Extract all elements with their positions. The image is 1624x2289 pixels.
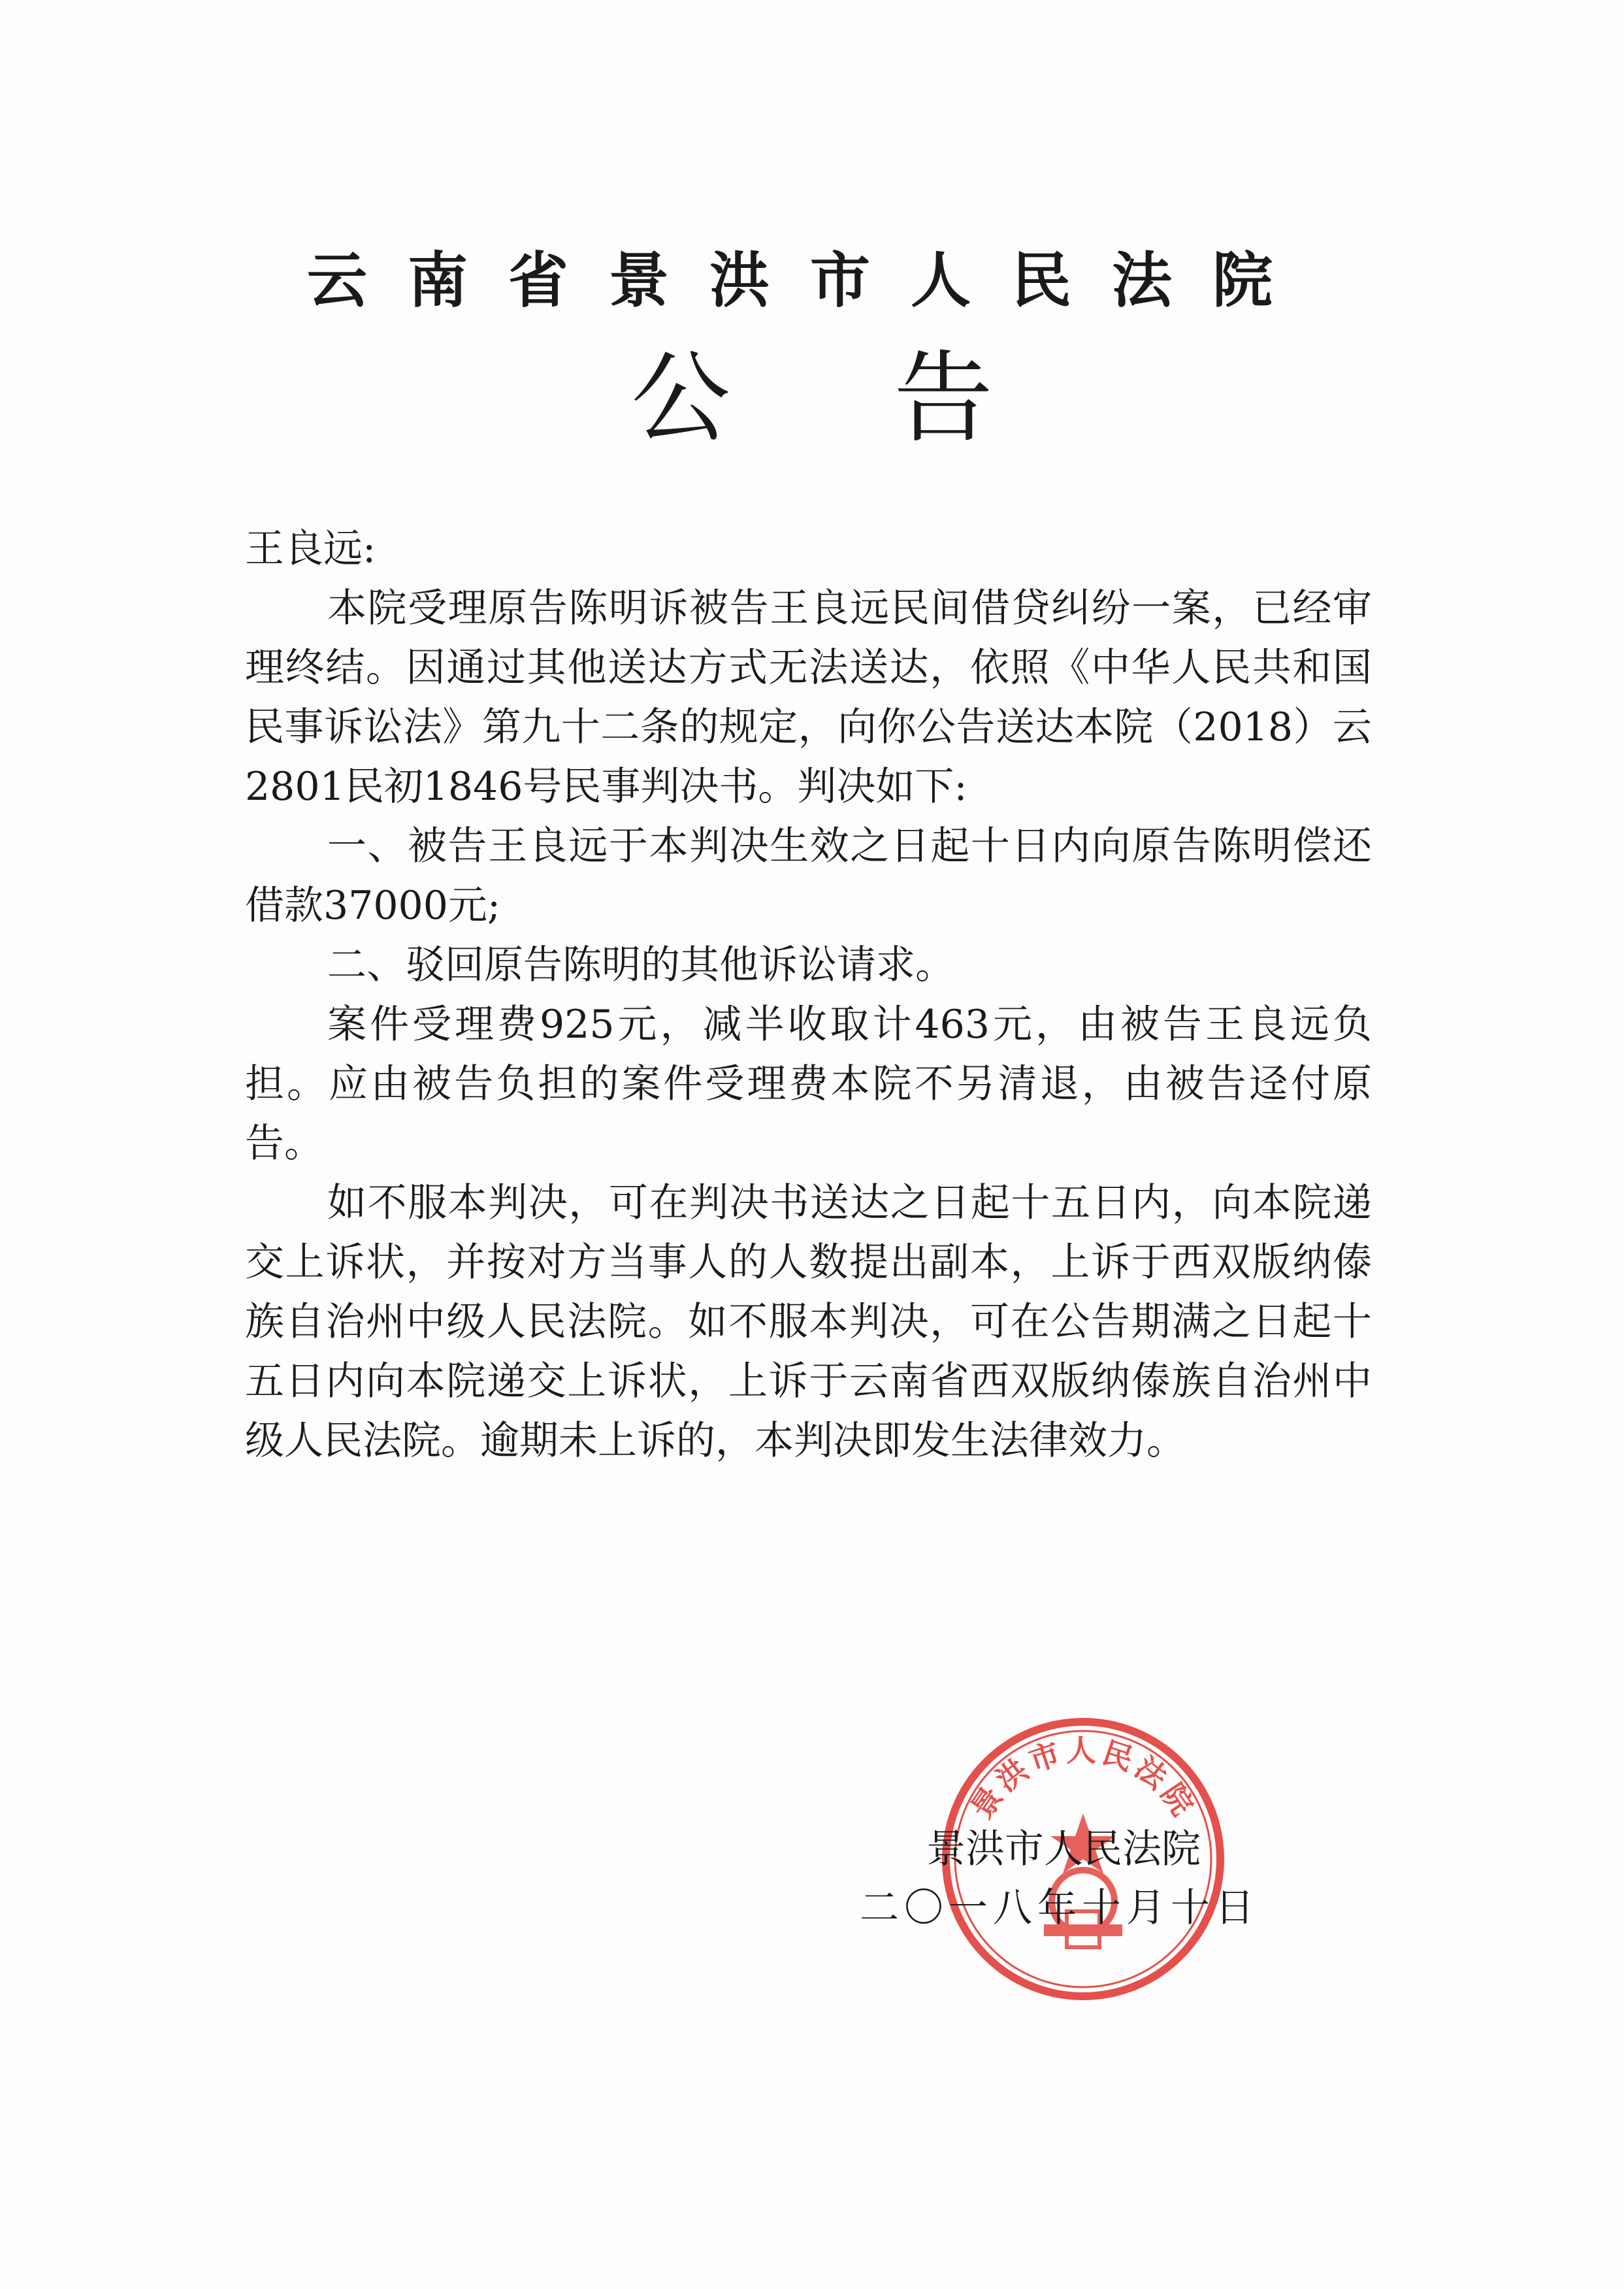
paragraph-appeal-notice: 如不服本判决，可在判决书送达之日起十五日内，向本院递交上诉状，并按对方当事人的人数提出副本，上诉于西双版纳傣族自治州中级人民法院。如不服本判决，可在公告期满之日起十五日内向本院递交上诉状，上诉于云南省西双版纳傣族自治州中级人民法院。逾期未上诉的，本判决即发生法律效力。 [245, 1180, 1372, 1464]
svg-text:景洪市人民法院: 景洪市人民法院 [964, 1733, 1203, 1825]
paragraph-court-fee: 案件受理费925元，减半收取计463元，由被告王良远负担。应由被告负担的案件受理费本院不另清退，由被告迳付原告。 [245, 1002, 1372, 1166]
signature-court-name: 景洪市人民法院 [926, 1826, 1201, 1872]
paragraph-judgment-item-1: 一、被告王良远于本判决生效之日起十日内向原告陈明偿还借款37000元; [245, 823, 1372, 929]
notice-body [245, 519, 1372, 1471]
paragraph-judgment-item-2: 二、驳回原告陈明的其他诉讼请求。 [327, 942, 954, 988]
notice-title: 公告 [631, 340, 1156, 456]
signature-date: 二〇一八年十月十日 [860, 1885, 1259, 1931]
court-name-heading: 云南省景洪市人民法院 [306, 246, 1313, 316]
addressee: 王良远: [245, 526, 376, 572]
paragraph-case-intro: 本院受理原告陈明诉被告王良远民间借贷纠纷一案，已经审理终结。因通过其他送达方式无法送达，依照《中华人民共和国民事诉讼法》第九十二条的规定，向你公告送达本院（2018）云2801民初1846号民事判决书。判决如下: [245, 585, 1372, 810]
